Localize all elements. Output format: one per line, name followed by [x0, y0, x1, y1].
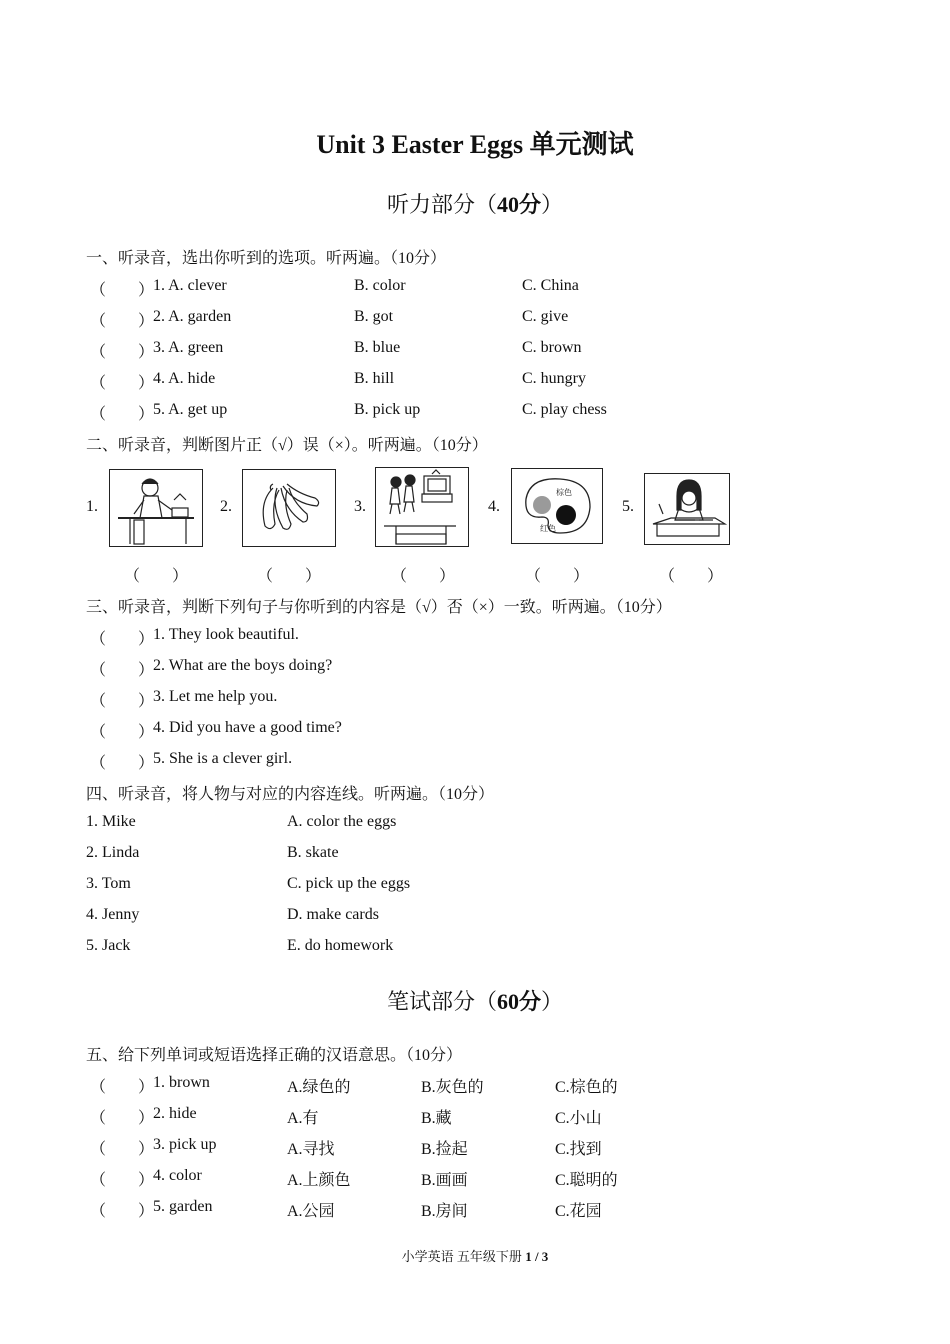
section-4-title: 四、听录音，将人物与对应的内容连线。听两遍。（10分）	[86, 786, 495, 803]
person-item[interactable]: 5. Jack	[86, 937, 131, 954]
activity-item[interactable]: B. skate	[287, 844, 339, 861]
page-footer: 小学英语 五年级下册 1 / 3	[401, 1249, 549, 1264]
answer-blank[interactable]: （ ）	[90, 724, 155, 741]
option-c: C.找到	[555, 1141, 602, 1158]
answer-blank[interactable]: （ ）	[659, 568, 724, 585]
option-b: B.捡起	[421, 1141, 468, 1158]
girl-homework-icon	[645, 474, 729, 544]
palette-label: 红色	[540, 524, 556, 533]
person-item[interactable]: 1. Mike	[86, 813, 136, 830]
picture-girl-homework	[644, 473, 730, 545]
listening-heading: 听力部分（40分）	[386, 192, 564, 217]
sentence: 2. What are the boys doing?	[153, 657, 333, 674]
activity-item[interactable]: C. pick up the eggs	[287, 875, 411, 892]
answer-blank[interactable]: （ ）	[90, 693, 155, 710]
option-a: A.公园	[287, 1203, 335, 1220]
option-b: B.画画	[421, 1172, 468, 1189]
option-a: 4. A. hide	[153, 370, 216, 387]
section-2-title: 二、听录音，判断图片正（√）误（×）。听两遍。（10分）	[86, 437, 488, 454]
word: 4. color	[153, 1167, 202, 1184]
answer-blank[interactable]: （ ）	[90, 1141, 155, 1158]
picture-number: 3.	[354, 498, 366, 515]
activity-item[interactable]: E. do homework	[287, 937, 394, 954]
option-a: A.有	[287, 1110, 319, 1127]
option-b: B.藏	[421, 1110, 452, 1127]
picture-number: 4.	[488, 498, 500, 515]
person-item[interactable]: 2. Linda	[86, 844, 140, 861]
word: 5. garden	[153, 1198, 213, 1215]
answer-blank[interactable]: （ ）	[90, 1079, 155, 1096]
option-a: A.寻找	[287, 1141, 335, 1158]
picture-boys-tv	[375, 467, 469, 547]
answer-blank[interactable]: （ ）	[391, 568, 456, 585]
option-a: 1. A. clever	[153, 277, 227, 294]
answer-blank[interactable]: （ ）	[90, 406, 155, 423]
section-3-title: 三、听录音，判断下列句子与你听到的内容是（√）否（×）一致。听两遍。（10分）	[86, 599, 672, 616]
option-a: 5. A. get up	[153, 401, 228, 418]
answer-blank[interactable]: （ ）	[257, 568, 322, 585]
option-c: C. China	[522, 277, 579, 294]
picture-number: 5.	[622, 498, 634, 515]
option-c: C. hungry	[522, 370, 586, 387]
option-c: C.花园	[555, 1203, 602, 1220]
answer-blank[interactable]: （ ）	[525, 568, 590, 585]
sentence: 4. Did you have a good time?	[153, 719, 342, 736]
boys-tv-icon	[376, 468, 468, 546]
option-a: A.上颜色	[287, 1172, 351, 1189]
picture-number: 2.	[220, 498, 232, 515]
option-c: C. give	[522, 308, 569, 325]
answer-blank[interactable]: （ ）	[90, 375, 155, 392]
section-1-title: 一、听录音，选出你听到的选项。听两遍。（10分）	[86, 250, 447, 267]
writing-heading: 笔试部分（60分）	[386, 989, 564, 1014]
option-b: B. color	[354, 277, 406, 294]
activity-item[interactable]: A. color the eggs	[287, 813, 397, 830]
answer-blank[interactable]: （ ）	[90, 282, 155, 299]
picture-number: 1.	[86, 498, 98, 515]
answer-blank[interactable]: （ ）	[90, 1203, 155, 1220]
option-c: C.棕色的	[555, 1079, 618, 1096]
option-a: 3. A. green	[153, 339, 224, 356]
sentence: 1. They look beautiful.	[153, 626, 299, 643]
word: 1. brown	[153, 1074, 210, 1091]
answer-blank[interactable]: （ ）	[90, 1172, 155, 1189]
answer-blank[interactable]: （ ）	[90, 755, 155, 772]
picture-girl-cutting	[109, 469, 203, 547]
answer-blank[interactable]: （ ）	[90, 344, 155, 361]
answer-blank[interactable]: （ ）	[90, 313, 155, 330]
activity-item[interactable]: D. make cards	[287, 906, 379, 923]
person-item[interactable]: 3. Tom	[86, 875, 131, 892]
page-title: Unit 3 Easter Eggs 单元测试	[316, 130, 634, 159]
sentence: 5. She is a clever girl.	[153, 750, 293, 767]
answer-blank[interactable]: （ ）	[90, 631, 155, 648]
picture-palette	[511, 468, 603, 544]
word: 2. hide	[153, 1105, 197, 1122]
option-b: B.房间	[421, 1203, 468, 1220]
sentence: 3. Let me help you.	[153, 688, 278, 705]
girl-cutting-icon	[110, 470, 202, 546]
option-b: B.灰色的	[421, 1079, 484, 1096]
palette-label: 棕色	[556, 488, 572, 497]
picture-bananas	[242, 469, 336, 547]
option-a: 2. A. garden	[153, 308, 232, 325]
option-b: B. pick up	[354, 401, 421, 418]
option-c: C. play chess	[522, 401, 607, 418]
bananas-icon	[243, 470, 335, 546]
word: 3. pick up	[153, 1136, 217, 1153]
answer-blank[interactable]: （ ）	[124, 568, 189, 585]
option-c: C.聪明的	[555, 1172, 618, 1189]
palette-icon	[512, 469, 602, 543]
section-5-title: 五、给下列单词或短语选择正确的汉语意思。（10分）	[86, 1047, 463, 1064]
page-number: 1 / 3	[525, 1249, 549, 1264]
answer-blank[interactable]: （ ）	[90, 662, 155, 679]
option-c: C.小山	[555, 1110, 602, 1127]
option-b: B. blue	[354, 339, 401, 356]
answer-blank[interactable]: （ ）	[90, 1110, 155, 1127]
option-b: B. hill	[354, 370, 395, 387]
person-item[interactable]: 4. Jenny	[86, 906, 140, 923]
option-b: B. got	[354, 308, 394, 325]
option-c: C. brown	[522, 339, 582, 356]
option-a: A.绿色的	[287, 1079, 351, 1096]
